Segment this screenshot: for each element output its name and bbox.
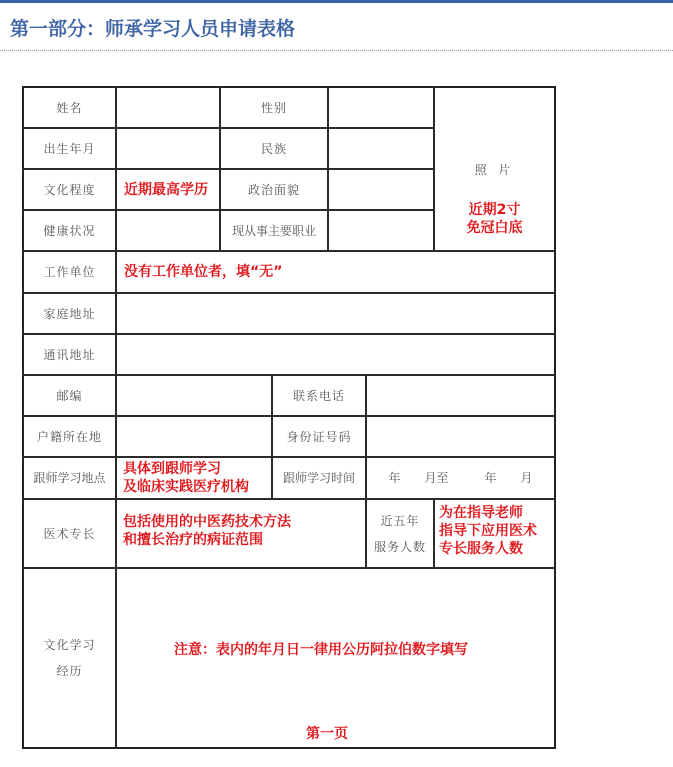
label-name: 姓名 [56,100,83,115]
note-specialty-line2: 和擅长治疗的病证范围 [123,532,263,548]
note-service-line2: 指导下应用医术 [439,523,537,539]
field-id-number[interactable] [367,417,554,456]
note-service-line1: 为在指导老师 [439,505,523,521]
label-education-history [24,569,115,747]
field-study-time[interactable]: 年 月至 年 月 [388,471,533,485]
label-service-line1: 近五年 [380,513,420,528]
field-mail-address[interactable] [117,335,554,374]
label-service-count [367,500,433,567]
field-gender[interactable] [329,88,433,127]
note-specialty-line1: 包括使用的中医药技术方法 [123,514,291,530]
note-education: 近期最高学历 [124,182,208,198]
note-photo-background: 免冠白底 [466,220,523,236]
page-number: 第一页 [306,726,348,742]
label-id-number: 身份证号码 [286,429,352,444]
label-phone: 联系电话 [292,388,345,403]
note-work-unit: 没有工作单位者，填“无” [124,264,283,280]
label-mail-address: 通讯地址 [43,347,96,362]
label-ethnicity: 民族 [260,141,287,156]
label-health: 健康状况 [43,223,96,238]
label-history-line2: 经历 [56,664,83,678]
label-history-line1: 文化学习 [43,638,96,652]
field-postcode[interactable] [117,376,271,415]
field-ethnicity[interactable] [329,129,433,168]
label-work-unit: 工作单位 [43,265,96,279]
label-study-place: 跟师学习地点 [33,471,106,485]
field-occupation[interactable] [329,211,433,250]
field-phone[interactable] [367,376,554,415]
field-health[interactable] [117,211,219,250]
label-postcode: 邮编 [56,388,83,403]
label-specialty: 医术专长 [43,526,96,541]
section-title: 第一部分：师承学习人员申请表格 [10,18,296,40]
field-name[interactable] [117,88,219,127]
field-hukou[interactable] [117,417,271,456]
label-study-time: 跟师学习时间 [282,471,355,485]
label-education: 文化程度 [43,182,96,197]
label-service-line2: 服务人数 [373,539,426,554]
field-birth[interactable] [117,129,219,168]
label-gender: 性别 [260,100,287,115]
label-political: 政治面貌 [247,182,300,197]
label-hukou: 户籍所在地 [36,429,102,444]
note-service-line3: 专长服务人数 [439,541,523,557]
label-occupation: 现从事主要职业 [231,223,316,238]
note-study-place-line1: 具体到跟师学习 [123,461,221,477]
label-birth: 出生年月 [43,141,96,156]
note-study-place-line2: 及临床实践医疗机构 [123,479,249,495]
note-date-format: 注意：表内的年月日一律用公历阿拉伯数字填写 [174,642,468,658]
note-photo-size: 近期2寸 [468,202,521,218]
label-home-address: 家庭地址 [43,306,96,321]
field-home-address[interactable] [117,294,554,333]
field-political[interactable] [329,170,433,209]
label-photo: 照 片 [474,163,515,177]
